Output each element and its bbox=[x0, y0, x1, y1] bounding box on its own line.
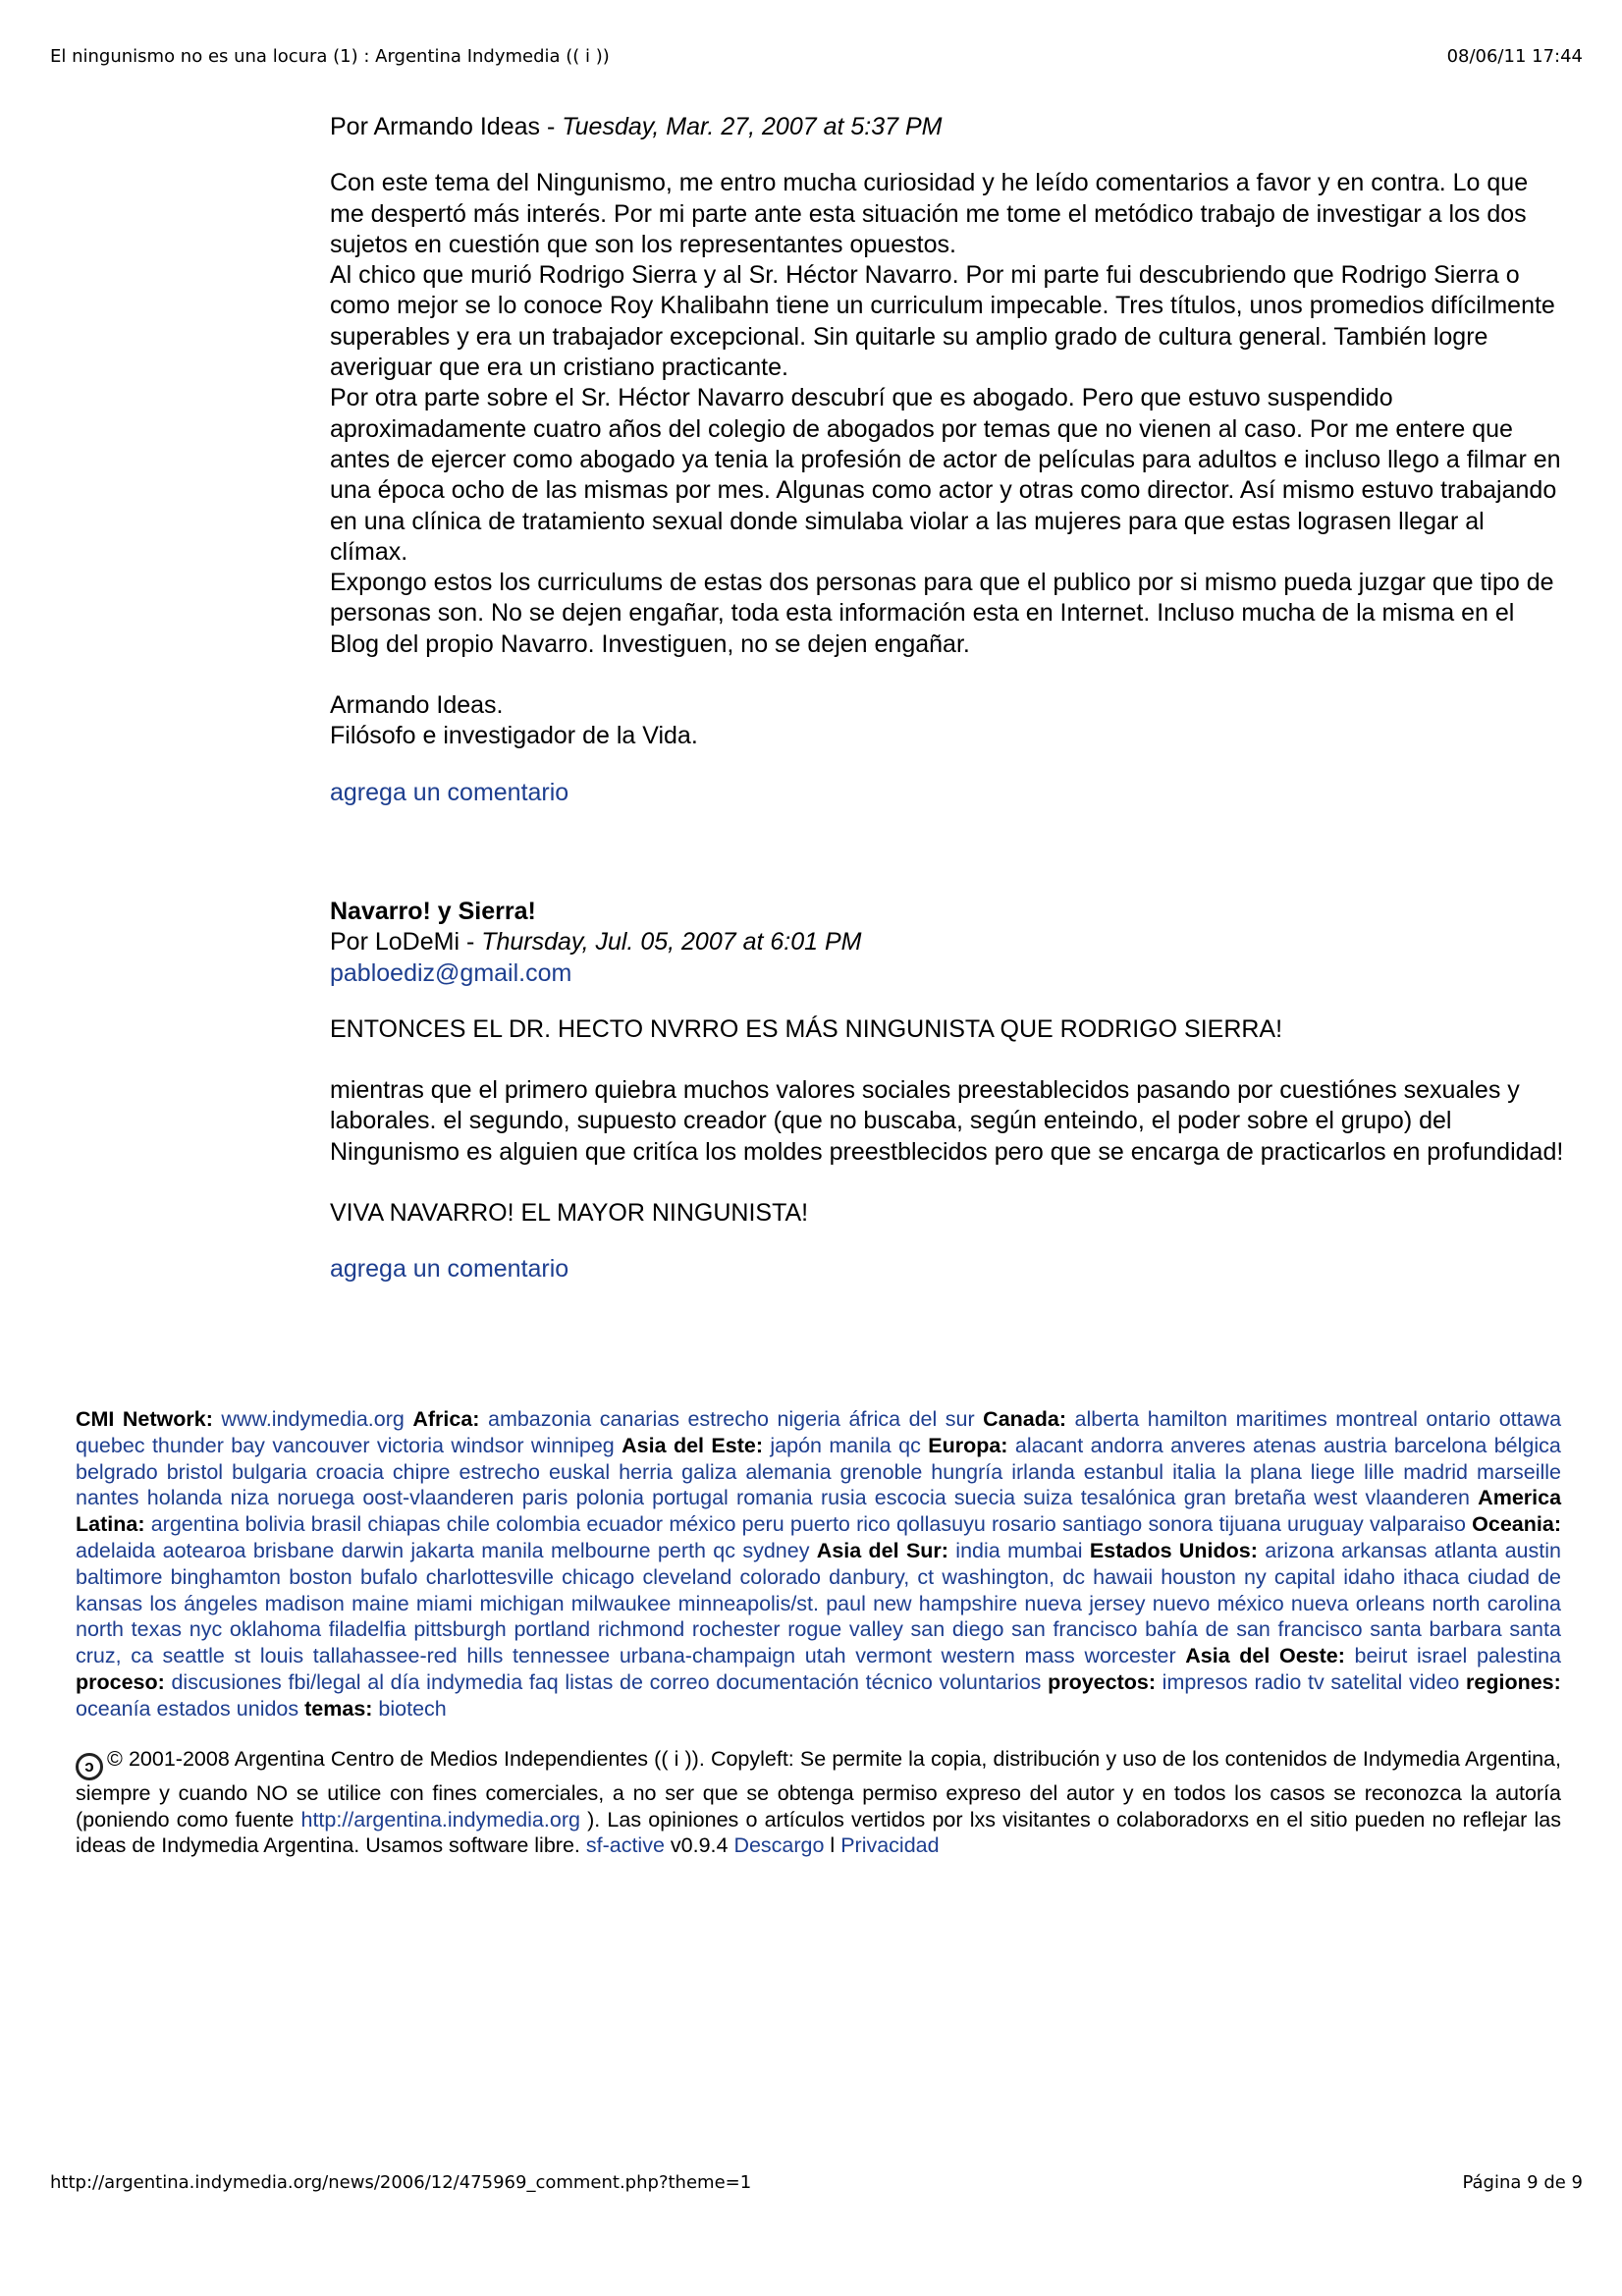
comment-author: Por Armando Ideas - bbox=[330, 113, 563, 140]
privacy-link[interactable]: Privacidad bbox=[840, 1833, 940, 1857]
site-link[interactable]: http://argentina.indymedia.org bbox=[300, 1807, 580, 1831]
network-link[interactable]: ciudad de kansas bbox=[76, 1564, 1562, 1615]
network-link[interactable]: alemania bbox=[745, 1459, 832, 1484]
network-link[interactable]: thunder bay bbox=[151, 1433, 265, 1457]
comment-byline bbox=[330, 112, 1567, 142]
network-link[interactable]: hamilton bbox=[1147, 1407, 1228, 1431]
network-link[interactable]: rusia bbox=[820, 1486, 867, 1510]
network-link[interactable]: listas de correo bbox=[565, 1669, 710, 1694]
network-link[interactable]: mumbai bbox=[1007, 1538, 1083, 1562]
network-link[interactable]: india bbox=[955, 1538, 1000, 1562]
network-link[interactable]: noruega bbox=[277, 1486, 355, 1510]
network-link[interactable]: adelaida bbox=[76, 1538, 156, 1562]
network-link[interactable]: belgrado bbox=[76, 1459, 158, 1484]
add-comment-link[interactable]: agrega un comentario bbox=[330, 1255, 569, 1284]
network-link[interactable]: peru bbox=[741, 1512, 784, 1537]
network-group-label: regiones: bbox=[1466, 1669, 1561, 1694]
network-link[interactable]: italia bbox=[1172, 1459, 1216, 1484]
network-link[interactable]: chicago bbox=[562, 1564, 635, 1589]
network-link[interactable]: rogue valley bbox=[787, 1617, 903, 1642]
network-link[interactable]: bélgica bbox=[1493, 1433, 1561, 1457]
network-link[interactable]: vermont bbox=[855, 1644, 932, 1668]
network-link[interactable]: holanda bbox=[146, 1486, 223, 1510]
network-link[interactable]: santiago bbox=[1061, 1512, 1143, 1537]
network-link[interactable]: oost-vlaanderen bbox=[362, 1486, 514, 1510]
network-link[interactable]: ecuador bbox=[586, 1512, 664, 1537]
network-link[interactable]: jakarta bbox=[410, 1538, 474, 1562]
network-link[interactable]: andorra bbox=[1090, 1433, 1163, 1457]
network-link[interactable]: técnico bbox=[865, 1669, 933, 1694]
network-link[interactable]: barcelona bbox=[1393, 1433, 1487, 1457]
network-link[interactable]: qollasuyu bbox=[895, 1512, 986, 1537]
comment-signature: Armando Ideas. bbox=[330, 691, 504, 720]
network-group-label: Estados Unidos: bbox=[1089, 1538, 1258, 1562]
network-link[interactable]: manila bbox=[829, 1433, 892, 1457]
network-link[interactable]: méxico bbox=[669, 1512, 736, 1537]
network-link[interactable]: san francisco bbox=[1011, 1617, 1138, 1642]
network-link[interactable]: chile bbox=[446, 1512, 490, 1537]
network-link[interactable]: houston bbox=[1161, 1564, 1236, 1589]
network-link[interactable]: puerto rico bbox=[789, 1512, 891, 1537]
network-link[interactable]: utah bbox=[804, 1644, 846, 1668]
comment-paragraph: Con este tema del Ningunismo, me entro mucha curiosidad y he leído comentarios a favor y en contra. Lo que me despertó más interés. Por mi parte ante esta situación me tome el metódico trabajo de investigar a los dos sujetos en cuestión que son los representantes opuestos. bbox=[330, 169, 1529, 258]
network-link[interactable]: boston bbox=[289, 1564, 352, 1589]
network-link[interactable]: pittsburgh bbox=[413, 1617, 507, 1642]
network-link[interactable]: quebec bbox=[76, 1433, 145, 1457]
network-link[interactable]: north carolina bbox=[1432, 1591, 1562, 1615]
network-group-label: Asia del Oeste: bbox=[1185, 1644, 1345, 1668]
network-link[interactable]: milwaukee bbox=[570, 1591, 672, 1615]
comment-paragraph: mientras que el primero quiebra muchos valores sociales preestablecidos pasando por cuestiónes sexuales y laborales. el segundo, supuesto creador (que no buscaba, según enteindo, el poder sobre el grupo) del Ningunismo es alguien que critíca los moldes preestblecidos pero que se encarga de practicarlos en profundidad! bbox=[330, 1076, 1564, 1166]
network-link[interactable]: japón bbox=[770, 1433, 822, 1457]
comment-paragraph: Expongo estos los curriculums de estas dos personas para que el publico por si mismo pueda juzgar que tipo de personas son. No se dejen engañar, toda esta información esta en Internet. Incluso mucha de la misma en el Blog del propio Navarro. Investiguen, no se dejen engañar. bbox=[330, 569, 1554, 658]
network-link[interactable]: la plana bbox=[1224, 1459, 1302, 1484]
network-link[interactable]: manila bbox=[481, 1538, 544, 1562]
network-link[interactable]: impresos bbox=[1162, 1669, 1248, 1694]
copyleft-icon: ↄ bbox=[76, 1753, 103, 1780]
network-link[interactable]: estados unidos bbox=[156, 1696, 299, 1721]
network-link[interactable]: liege bbox=[1310, 1459, 1356, 1484]
network-group-label: Oceania: bbox=[1472, 1512, 1561, 1537]
network-link[interactable]: colombia bbox=[496, 1512, 581, 1537]
network-link[interactable]: melbourne bbox=[550, 1538, 651, 1562]
print-footer-page: Página 9 de 9 bbox=[1462, 2172, 1583, 2193]
comment-date: Thursday, Jul. 05, 2007 at 6:01 PM bbox=[481, 928, 862, 957]
author-email-link[interactable]: pabloediz@gmail.com bbox=[330, 958, 572, 987]
network-link[interactable]: palestina bbox=[1476, 1644, 1562, 1668]
network-link[interactable]: gran bretaña bbox=[1183, 1486, 1306, 1510]
network-link[interactable]: chipre bbox=[392, 1459, 451, 1484]
network-link[interactable]: croacia bbox=[315, 1459, 384, 1484]
network-link[interactable]: west vlaanderen bbox=[1314, 1486, 1470, 1510]
network-link[interactable]: www.indymedia.org bbox=[221, 1407, 405, 1431]
comment-paragraph: VIVA NAVARRO! EL MAYOR NINGUNISTA! bbox=[330, 1199, 809, 1228]
network-link[interactable]: richmond bbox=[597, 1617, 685, 1642]
network-link[interactable]: ny capital bbox=[1243, 1564, 1336, 1589]
network-link[interactable]: ontario bbox=[1426, 1407, 1491, 1431]
network-link[interactable]: miami bbox=[415, 1591, 473, 1615]
network-link[interactable]: atlanta bbox=[1433, 1538, 1498, 1562]
network-link[interactable]: minneapolis/st. paul bbox=[677, 1591, 866, 1615]
network-link[interactable]: argentina bbox=[150, 1512, 240, 1537]
separator: l bbox=[824, 1833, 841, 1857]
comment-date: Tuesday, Mar. 27, 2007 at 5:37 PM bbox=[562, 113, 943, 140]
network-link[interactable]: madison bbox=[264, 1591, 345, 1615]
network-group-label: Asia del Este: bbox=[622, 1433, 763, 1457]
network-link[interactable]: bufalo bbox=[359, 1564, 418, 1589]
network-link[interactable]: galiza bbox=[681, 1459, 737, 1484]
network-link[interactable]: ottawa bbox=[1498, 1407, 1562, 1431]
network-link[interactable]: bahía de san francisco bbox=[1145, 1617, 1363, 1642]
network-link[interactable]: suecia bbox=[953, 1486, 1016, 1510]
comment-signature: Filósofo e investigador de la Vida. bbox=[330, 722, 698, 750]
network-link[interactable]: sydney bbox=[742, 1538, 810, 1562]
network-link[interactable]: oklahoma bbox=[229, 1617, 322, 1642]
network-link[interactable]: tennessee bbox=[513, 1644, 611, 1668]
network-link[interactable]: hungría bbox=[931, 1459, 1003, 1484]
network-link[interactable]: chiapas bbox=[367, 1512, 441, 1537]
network-link[interactable]: maine bbox=[351, 1591, 409, 1615]
network-link[interactable]: baltimore bbox=[76, 1564, 163, 1589]
network-link[interactable]: darwin bbox=[341, 1538, 405, 1562]
network-link[interactable]: euskal herria bbox=[548, 1459, 674, 1484]
network-link[interactable]: nuevo méxico bbox=[1152, 1591, 1284, 1615]
network-link[interactable]: washington, dc bbox=[942, 1564, 1085, 1589]
network-link[interactable]: tv bbox=[1308, 1669, 1325, 1694]
copyright-text: © 2001-2008 Argentina Centro de Medios Independientes (( i )). Copyleft: Se permite la copia, distribución y uso de los contenidos de Indymedia Argentina, siempre y cuando NO se utilice con fines comerciales, a no ser que se obtenga permiso expreso del autor y en todos los casos se reconozca la autoría (poniendo como fuente bbox=[76, 1747, 1561, 1831]
network-link[interactable]: romania bbox=[736, 1486, 813, 1510]
network-group-label: America Latina: bbox=[76, 1486, 1562, 1537]
network-link[interactable]: marseille bbox=[1476, 1459, 1562, 1484]
copyright-notice bbox=[76, 1746, 1561, 1859]
comment-byline bbox=[330, 927, 1567, 957]
network-link[interactable]: suiza bbox=[1023, 1486, 1073, 1510]
network-link[interactable]: tesalónica bbox=[1080, 1486, 1176, 1510]
network-link[interactable]: documentación bbox=[716, 1669, 860, 1694]
comment-paragraph: Por otra parte sobre el Sr. Héctor Navarro descubrí que es abogado. Pero que estuvo suspendido aproximadamente cuatro años del colegio de abogados por temas que no vienen al caso. Por me entere que antes de ejercer como abogado ya tenia la profesión de actor de películas para adultos e incluso llego a filmar en una época ocho de las mismas por mes. Algunas como actor y otras como director. Así mismo estuvo trabajando en una clínica de tratamiento sexual donde simulaba violar a las mujeres para que estas lograsen llegar al clímax. bbox=[330, 384, 1561, 566]
network-link[interactable]: alberta bbox=[1074, 1407, 1140, 1431]
network-link[interactable]: colorado bbox=[739, 1564, 821, 1589]
network-link[interactable]: north texas bbox=[76, 1617, 183, 1642]
print-header-datetime: 08/06/11 17:44 bbox=[1446, 46, 1583, 67]
network-link[interactable]: perth bbox=[657, 1538, 706, 1562]
network-link[interactable]: estanbul bbox=[1083, 1459, 1164, 1484]
comment-paragraph: ENTONCES EL DR. HECTO NVRRO ES MÁS NINGUNISTA QUE RODRIGO SIERRA! bbox=[330, 1014, 1283, 1043]
network-link[interactable]: atenas bbox=[1252, 1433, 1317, 1457]
network-link[interactable]: danbury, ct bbox=[829, 1564, 935, 1589]
network-link[interactable]: oceanía bbox=[76, 1696, 151, 1721]
network-link[interactable]: santa cruz, ca bbox=[76, 1617, 1561, 1668]
network-link[interactable]: fbi/legal bbox=[288, 1669, 361, 1694]
network-link[interactable]: satelital bbox=[1330, 1669, 1403, 1694]
network-link[interactable]: israel bbox=[1416, 1644, 1468, 1668]
network-link[interactable]: worcester bbox=[1084, 1644, 1176, 1668]
network-link[interactable]: new hampshire bbox=[873, 1591, 1018, 1615]
network-link[interactable]: brisbane bbox=[252, 1538, 335, 1562]
comment-title: Navarro! y Sierra! bbox=[330, 897, 536, 925]
network-link[interactable]: maritimes bbox=[1235, 1407, 1327, 1431]
network-link[interactable]: alacant bbox=[1014, 1433, 1084, 1457]
network-link[interactable]: estrecho bbox=[687, 1407, 769, 1431]
network-link[interactable]: lille bbox=[1364, 1459, 1395, 1484]
print-header-title: El ningunismo no es una locura (1) : Argentina Indymedia (( i )) bbox=[50, 46, 610, 67]
network-link[interactable]: rosario bbox=[992, 1512, 1056, 1537]
network-group-label: Europa: bbox=[928, 1433, 1008, 1457]
network-link[interactable]: anveres bbox=[1170, 1433, 1246, 1457]
network-link[interactable]: al día bbox=[367, 1669, 420, 1694]
network-link[interactable]: biotech bbox=[378, 1696, 447, 1721]
network-link[interactable]: hawaii bbox=[1093, 1564, 1154, 1589]
network-link[interactable]: nigeria bbox=[777, 1407, 840, 1431]
network-link[interactable]: austin bbox=[1504, 1538, 1561, 1562]
comments bbox=[330, 112, 1567, 1285]
network-link[interactable]: idaho bbox=[1343, 1564, 1395, 1589]
network-link[interactable]: escocia bbox=[874, 1486, 946, 1510]
network-link[interactable]: michigan bbox=[479, 1591, 565, 1615]
network-link[interactable]: nueva orleans bbox=[1290, 1591, 1426, 1615]
network-link[interactable]: ithaca bbox=[1403, 1564, 1460, 1589]
network-link[interactable]: áfrica del sur bbox=[848, 1407, 975, 1431]
network-link[interactable]: madrid bbox=[1403, 1459, 1468, 1484]
network-link[interactable]: rochester bbox=[691, 1617, 781, 1642]
network-link[interactable]: uruguay bbox=[1287, 1512, 1364, 1537]
network-link[interactable]: portland bbox=[514, 1617, 591, 1642]
cmi-network-links bbox=[76, 1406, 1561, 1722]
network-link[interactable]: sonora bbox=[1148, 1512, 1214, 1537]
network-link[interactable]: santa barbara bbox=[1370, 1617, 1502, 1642]
network-link[interactable]: cleveland bbox=[642, 1564, 732, 1589]
comment-author: Por LoDeMi - bbox=[330, 928, 482, 957]
network-group-label: Canada: bbox=[983, 1407, 1066, 1431]
network-link[interactable]: los ángeles bbox=[149, 1591, 258, 1615]
network-link[interactable]: portugal bbox=[652, 1486, 729, 1510]
network-link[interactable]: bulgaria bbox=[232, 1459, 307, 1484]
network-link[interactable]: windsor bbox=[451, 1433, 524, 1457]
network-link[interactable]: charlottesville bbox=[425, 1564, 554, 1589]
network-link[interactable]: seattle bbox=[162, 1644, 225, 1668]
network-group-label: Asia del Sur: bbox=[816, 1538, 948, 1562]
print-footer-url: http://argentina.indymedia.org/news/2006/12/475969_comment.php?theme=1 bbox=[50, 2172, 752, 2193]
network-link[interactable]: voluntarios bbox=[939, 1669, 1042, 1694]
network-link[interactable]: aotearoa bbox=[162, 1538, 246, 1562]
network-group-label: proyectos: bbox=[1048, 1669, 1157, 1694]
network-link[interactable]: video bbox=[1408, 1669, 1460, 1694]
network-link[interactable]: st louis bbox=[234, 1644, 304, 1668]
network-link[interactable]: vancouver bbox=[272, 1433, 370, 1457]
network-link[interactable]: austria bbox=[1323, 1433, 1387, 1457]
network-link[interactable]: winnipeg bbox=[530, 1433, 615, 1457]
network-link[interactable]: arizona bbox=[1265, 1538, 1334, 1562]
network-link[interactable]: tallahassee-red hills bbox=[312, 1644, 504, 1668]
network-link[interactable]: qc bbox=[898, 1433, 921, 1457]
network-link[interactable]: estrecho bbox=[459, 1459, 540, 1484]
network-link[interactable]: bolivia bbox=[244, 1512, 305, 1537]
network-link[interactable]: niza bbox=[230, 1486, 269, 1510]
network-group-label: temas: bbox=[304, 1696, 373, 1721]
network-link[interactable]: polonia bbox=[575, 1486, 644, 1510]
network-link[interactable]: indymedia faq bbox=[426, 1669, 559, 1694]
network-link[interactable]: paris bbox=[521, 1486, 568, 1510]
network-group-label: CMI Network: bbox=[76, 1407, 213, 1431]
disclaimer-link[interactable]: Descargo bbox=[733, 1833, 825, 1857]
network-link[interactable]: brasil bbox=[310, 1512, 362, 1537]
comment-2 bbox=[330, 897, 1567, 1285]
network-link[interactable]: nueva jersey bbox=[1024, 1591, 1146, 1615]
network-link[interactable]: discusiones bbox=[171, 1669, 282, 1694]
network-link[interactable]: canarias bbox=[599, 1407, 679, 1431]
network-link[interactable]: beirut bbox=[1354, 1644, 1408, 1668]
network-link[interactable]: arkansas bbox=[1341, 1538, 1428, 1562]
network-link[interactable]: bristol bbox=[166, 1459, 224, 1484]
network-group-label: proceso: bbox=[76, 1669, 165, 1694]
comment-paragraph: Al chico que murió Rodrigo Sierra y al Sr. Héctor Navarro. Por mi parte fui descubriendo que Rodrigo Sierra o como mejor se lo conoce Roy Khalibahn tiene un curriculum impecable. Tres títulos, unos promedios difícilmente superables y era un trabajador excepcional. Sin quitarle su amplio grado de cultura general. También logre averiguar que era un cristiano practicante. bbox=[330, 261, 1555, 382]
network-link[interactable]: western mass bbox=[941, 1644, 1075, 1668]
network-link[interactable]: qc bbox=[713, 1538, 735, 1562]
network-group-label: Africa: bbox=[412, 1407, 480, 1431]
network-link[interactable]: grenoble bbox=[839, 1459, 923, 1484]
network-link[interactable]: tijuana bbox=[1218, 1512, 1281, 1537]
comment-1 bbox=[330, 112, 1567, 808]
network-link[interactable]: irlanda bbox=[1011, 1459, 1075, 1484]
add-comment-link[interactable]: agrega un comentario bbox=[330, 778, 569, 806]
sf-active-link[interactable]: sf-active bbox=[585, 1833, 665, 1857]
network-link[interactable]: valparaiso bbox=[1369, 1512, 1466, 1537]
network-link[interactable]: san diego bbox=[910, 1617, 1004, 1642]
copyright-text: ). Las opiniones o artículos vertidos por lxs visitantes o colaboradorxs en el sitio pueden no reflejar las ideas de Indymedia Argentina. Usamos software libre. bbox=[76, 1807, 1561, 1857]
network-link[interactable]: nantes bbox=[76, 1486, 139, 1510]
network-link[interactable]: nyc bbox=[189, 1617, 223, 1642]
network-link[interactable]: urbana-champaign bbox=[619, 1644, 796, 1668]
network-link[interactable]: ambazonia bbox=[487, 1407, 592, 1431]
network-link[interactable]: montreal bbox=[1335, 1407, 1418, 1431]
network-link[interactable]: radio bbox=[1254, 1669, 1302, 1694]
network-link[interactable]: filadelfia bbox=[328, 1617, 406, 1642]
network-link[interactable]: victoria bbox=[376, 1433, 445, 1457]
version-text: v0.9.4 bbox=[664, 1833, 734, 1857]
network-link[interactable]: binghamton bbox=[170, 1564, 281, 1589]
